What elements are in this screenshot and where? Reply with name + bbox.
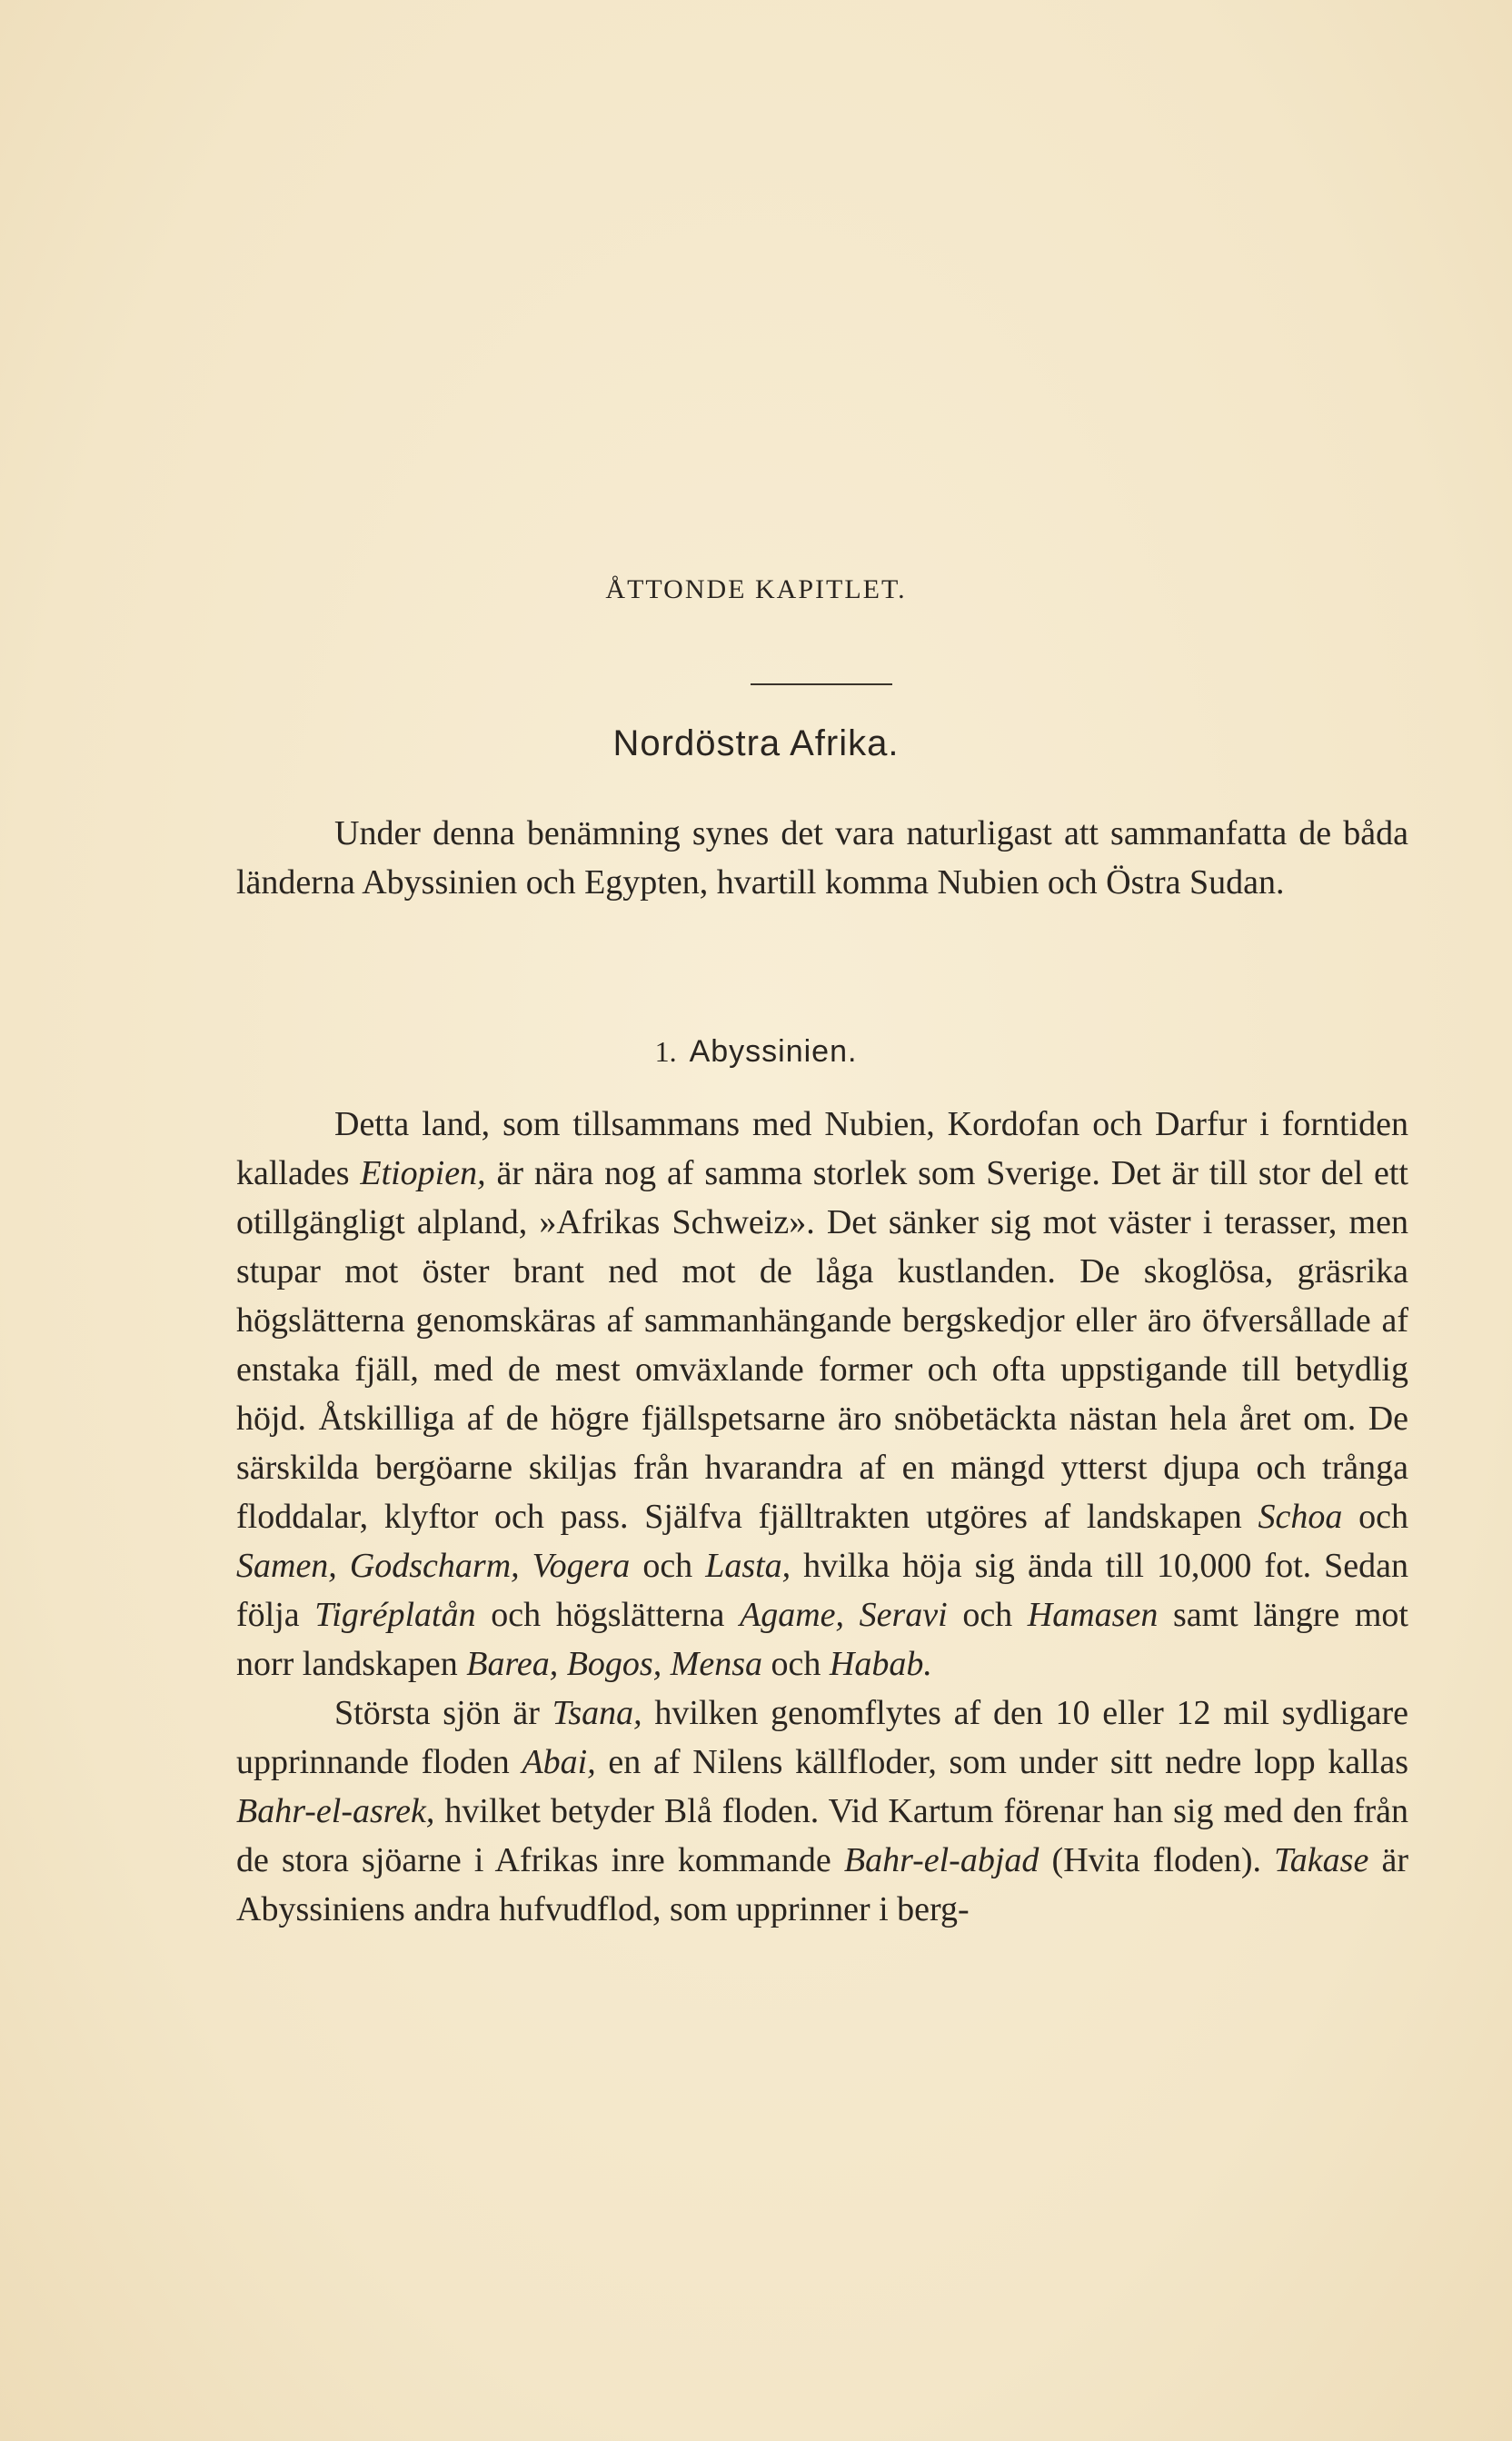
- text-run: (Hvita floden).: [1039, 1841, 1275, 1879]
- italic-run: Barea, Bogos, Mensa: [466, 1645, 763, 1683]
- page-title: Nordöstra Afrika.: [612, 723, 900, 763]
- italic-run: Bahr-el-abjad: [843, 1841, 1040, 1879]
- text-run: en af Nilens källfloder, som under sitt nedre lopp kallas: [595, 1743, 1408, 1781]
- italic-run: Habab.: [829, 1645, 932, 1683]
- text-run: Detta land, som tillsammans med Nubien, Kordofan och Darfur i forntiden kallades: [236, 1105, 1408, 1192]
- divider-rule: [751, 683, 892, 685]
- italic-run: Lasta,: [705, 1547, 791, 1585]
- text-run: och: [947, 1596, 1028, 1634]
- italic-run: Bahr-el-asrek,: [236, 1792, 435, 1830]
- text-run: samt längre mot norr landskapen: [236, 1596, 1408, 1683]
- italic-run: Takase: [1274, 1841, 1369, 1879]
- italic-run: Etiopien,: [360, 1154, 486, 1192]
- italic-run: Tigréplatån: [314, 1596, 476, 1634]
- paragraph-2: [236, 1689, 1408, 1934]
- text-run: och högslätterna: [475, 1596, 741, 1634]
- text-run: är nära nog af samma storlek som Sverige. Det är till stor del ett otillgängligt alpland, »Afrikas Schweiz». Det sänker sig mot väster i terasser, men stupar mot öster brant ned mot de låga kustlanden. De skoglösa, gräsrika högslätterna genomskäras af sammanhängande bergskedjor eller äro öfversållade af enstaka fjäll, med de mest omväxlande former och ofta uppstigande till betydlig höjd. Åtskilliga af de högre fjällspetsarne äro snöbetäckta nästan hela året om. De särskilda bergöarne skiljas från hvarandra af en mängd ytterst djupa och trånga floddalar, klyftor och pass. Själfva fjälltrakten utgöres af landskapen: [236, 1154, 1408, 1536]
- italic-run: Agame, Seravi: [740, 1596, 948, 1634]
- text-run: och: [630, 1547, 706, 1585]
- intro-paragraph-block: [236, 809, 1408, 907]
- text-run: är Abyssiniens andra hufvudflod, som upprinner i berg-: [236, 1841, 1408, 1928]
- text-run: hvilken genomflytes af den 10 eller 12 mil sydligare upprinnande floden: [236, 1694, 1408, 1781]
- section-heading: [0, 1034, 1512, 1070]
- text-run: hvilka höja sig ända till 10,000 fot. Sedan följa: [236, 1547, 1408, 1634]
- italic-run: Hamasen: [1027, 1596, 1159, 1634]
- italic-run: Samen, Godscharm, Vogera: [236, 1547, 631, 1585]
- intro-paragraph: Under denna benämning synes det vara naturligast att sammanfatta de båda länderna Abyssinien och Egypten, hvartill komma Nubien och Östra Sudan.: [236, 814, 1408, 902]
- text-run: och: [762, 1645, 830, 1683]
- italic-run: Abai,: [522, 1743, 596, 1781]
- italic-run: Tsana,: [552, 1694, 642, 1732]
- paragraph-1: [236, 1100, 1408, 1689]
- italic-run: Schoa: [1258, 1498, 1343, 1536]
- section-number: 1.: [654, 1035, 677, 1068]
- text-run: hvilket betyder Blå floden. Vid Kartum förenar han sig med den från de stora sjöarne i Afrikas inre kommande: [236, 1792, 1408, 1879]
- chapter-label: ÅTTONDE KAPITLET.: [605, 574, 907, 604]
- text-run: Största sjön är: [334, 1694, 552, 1732]
- text-run: och: [1342, 1498, 1408, 1536]
- section-title: Abyssinien.: [689, 1034, 858, 1069]
- body-text: [236, 1100, 1408, 1934]
